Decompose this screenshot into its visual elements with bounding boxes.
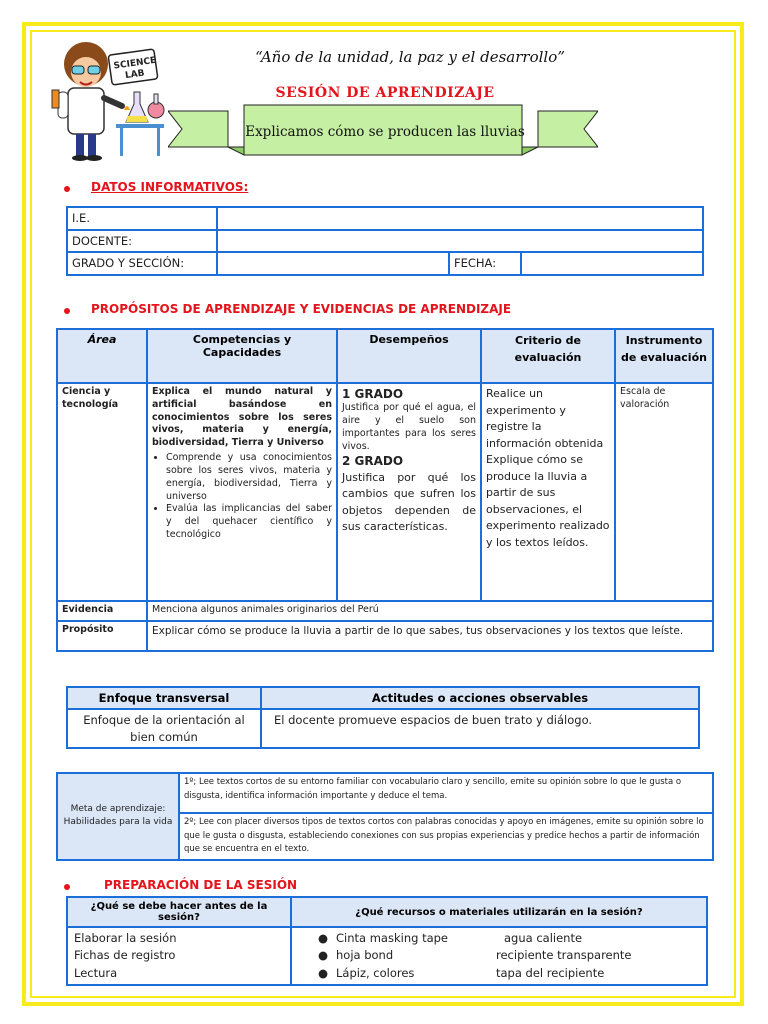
list-item: tapa del recipiente <box>496 965 605 980</box>
bullet-icon: ● <box>318 948 329 963</box>
section-heading-propositos: PROPÓSITOS DE APRENDIZAJE Y EVIDENCIAS DE APRENDIZAJE <box>91 302 512 316</box>
evidencia-label: Evidencia <box>57 601 147 621</box>
meta-row-1: 1º; Lee textos cortos de su entorno familiar con vocabulario claro y sencillo, emite su opinión sobre lo que le gusta o disgusta, identifica información importante y deduce el tema. <box>179 773 713 813</box>
svg-text:LAB: LAB <box>124 68 146 82</box>
competencia-text: Explica el mundo natural y artificial basándose en conocimientos sobre los seres vivos, materia y energía, biodiversidad, Tierra y Universo <box>152 386 332 449</box>
bullet-icon <box>64 884 70 890</box>
docente-label: DOCENTE: <box>67 230 217 253</box>
desempenos-cell <box>337 383 481 601</box>
grade2-title: 2 GRADO <box>342 454 404 469</box>
antes-cell <box>67 927 291 985</box>
antes-header: ¿Qué se debe hacer antes de la sesión? <box>67 897 291 927</box>
scientist-illustration <box>44 30 170 162</box>
motto-text: “Año de la unidad, la paz y el desarrollo” <box>255 48 565 66</box>
header-area: Área <box>57 329 147 383</box>
grade1-title: 1 GRADO <box>342 387 404 401</box>
section-heading-preparacion: PREPARACIÓN DE LA SESIÓN <box>104 878 298 892</box>
datos-table <box>66 206 704 276</box>
docente-value[interactable] <box>217 230 703 253</box>
enfoque-value: Enfoque de la orientación al bien común <box>67 709 261 748</box>
evidencia-text: Menciona algunos animales originarios del Perú <box>147 601 713 621</box>
proposito-text: Explicar cómo se produce la lluvia a partir de lo que sabes, tus observaciones y los textos que leíste. <box>147 621 713 651</box>
bullet-icon <box>64 308 70 314</box>
criterio-cell: Realice un experimento y registre la información obtenida Explique cómo se produce la lluvia a partir de sus observaciones, el experimento realizado y los textos leídos. <box>481 383 615 601</box>
header-instrumento: Instrumento de evaluación <box>615 329 713 383</box>
instrumento-cell: Escala de valoración <box>615 383 713 601</box>
list-item: ● Cinta masking tape <box>296 930 496 947</box>
header-criterio: Criterio de evaluación <box>481 329 615 383</box>
list-item: ● Lápiz, colores <box>296 965 496 982</box>
list-item: Fichas de registro <box>74 948 176 963</box>
recursos-cell <box>291 927 707 985</box>
header-competencias: Competencias y Capacidades <box>147 329 337 383</box>
actitudes-header: Actitudes o acciones observables <box>261 687 699 709</box>
list-item: Elaborar la sesión <box>74 931 177 945</box>
grado-value[interactable] <box>217 252 449 275</box>
bullet-icon: ● <box>318 965 329 980</box>
grado-label: GRADO Y SECCIÓN: <box>67 252 217 275</box>
meta-row-2: 2º; Lee con placer diversos tipos de textos cortos con palabras conocidas y apoyo en imágenes, emite su opinión sobre lo que le gusta o disgusta, estableciendo conexiones con sus propias experiencias y predice hechos a partir de información que se encuentra en el texto. <box>179 813 713 860</box>
science-lab-badge: SCIENCE <box>113 55 157 72</box>
capacidades-list <box>152 452 332 542</box>
list-item: • Comprende y usa conocimientos sobre los seres vivos, materia y energía, biodiversidad, Tierra y universo <box>166 452 332 503</box>
meta-table <box>56 772 714 861</box>
header-desempenos: Desempeños <box>337 329 481 383</box>
area-cell: Ciencia y tecnología <box>57 383 147 601</box>
actitudes-value: El docente promueve espacios de buen trato y diálogo. <box>261 709 699 748</box>
competencias-cell <box>147 383 337 601</box>
enfoque-table <box>66 686 700 749</box>
banner-title: Explicamos cómo se producen las lluvias <box>245 124 525 140</box>
section-heading-datos: DATOS INFORMATIVOS: <box>91 180 249 194</box>
bullet-icon: ● <box>318 931 329 945</box>
list-item: Lectura <box>74 965 118 980</box>
grade1-text: Justifica por qué el agua, el aire y el suelo son importantes para los seres vivos. <box>342 402 476 452</box>
ie-value[interactable] <box>217 207 703 230</box>
fecha-value[interactable] <box>521 252 703 275</box>
meta-label: Meta de aprendizaje: Habilidades para la vida <box>57 773 179 860</box>
recursos-header: ¿Qué recursos o materiales utilizarán en la sesión? <box>291 897 707 927</box>
ie-label: I.E. <box>67 207 217 230</box>
session-title: SESIÓN DE APRENDIZAJE <box>275 85 495 101</box>
propositos-table <box>56 328 714 652</box>
list-item: agua caliente <box>504 931 583 945</box>
bullet-icon <box>64 186 70 192</box>
preparacion-table <box>66 896 708 986</box>
fecha-label: FECHA: <box>449 252 521 275</box>
proposito-label: Propósito <box>57 621 147 651</box>
enfoque-header: Enfoque transversal <box>67 687 261 709</box>
grade2-text: Justifica por qué los cambios que sufren los objetos dependen de sus características. <box>342 470 476 534</box>
list-item: ● hoja bond <box>296 947 496 964</box>
list-item: • Evalúa las implicancias del saber y del quehacer científico y tecnológico <box>166 503 332 541</box>
list-item: recipiente transparente <box>496 948 632 963</box>
